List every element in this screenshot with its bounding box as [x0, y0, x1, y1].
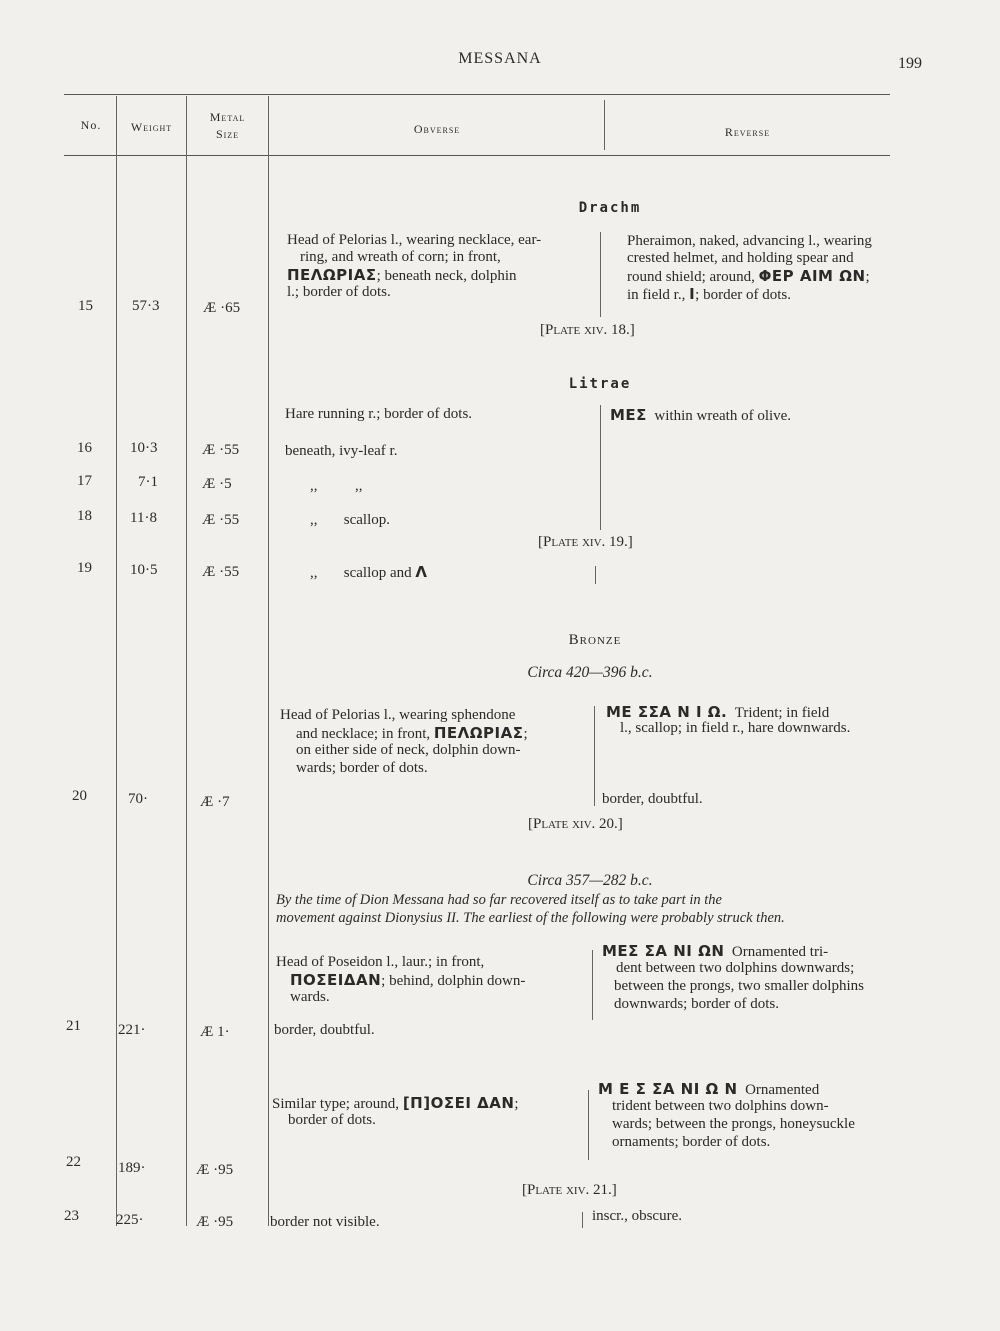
obverse-23: border not visible. [270, 1214, 380, 1230]
reverse-22-line1-text: Ornamented [745, 1082, 820, 1098]
date-circa-420: Circa 420—396 b.c. [527, 664, 653, 681]
reverse-21-line2: dent between two dolphins downwards; [616, 960, 855, 976]
obverse-19 [310, 563, 428, 582]
section-bronze: Bronze [568, 632, 622, 648]
plate-xiv-18: [Plate xiv. 18.] [540, 322, 635, 338]
row-16-weight: 10·3 [130, 440, 158, 456]
col-header-weight: Weight [130, 120, 173, 134]
section-litrae: Litrae [568, 376, 632, 392]
obverse-21-line3: wards. [290, 989, 330, 1005]
reverse-21-line1-text: Ornamented tri- [731, 944, 829, 960]
row-18-metal: Æ ·55 [202, 512, 240, 528]
col-divider-no [116, 96, 117, 1226]
reverse-15-line4-text: in field r., [627, 287, 686, 303]
obverse-15-legend: ΠΕΛΩΡΙΑΣ [287, 266, 377, 284]
row-22-no: 22 [66, 1154, 81, 1170]
reverse-16-text: within wreath of olive. [654, 408, 792, 424]
section-drachm: Drachm [578, 200, 642, 216]
reverse-21-legend: ΜΕΣ ΣΑ ΝΙ ΩΝ [602, 942, 725, 960]
row-21-no: 21 [66, 1018, 81, 1034]
col-header-reverse: Reverse [724, 125, 771, 139]
reverse-22-legend: Μ Ε Σ ΣΑ ΝΙ Ω Ν [598, 1080, 738, 1098]
row-15-weight: 57·3 [132, 298, 160, 314]
row-20-no: 20 [72, 788, 87, 804]
obverse-16-head: Hare running r.; border of dots. [285, 406, 473, 422]
obv-rev-divider-23 [582, 1212, 583, 1228]
col-header-metal: Metal [209, 110, 246, 124]
obverse-19-text: ,, scallop and [310, 565, 412, 581]
row-23-no: 23 [64, 1208, 79, 1224]
row-17-weight: 7·1 [138, 474, 158, 490]
row-23-weight: 225· [116, 1212, 144, 1228]
reverse-22-line3: wards; between the prongs, honeysuckle [612, 1116, 855, 1132]
date-circa-357: Circa 357—282 b.c. [527, 872, 653, 889]
row-16-no: 16 [77, 440, 92, 456]
reverse-15-line4-end: ; border of dots. [695, 287, 791, 303]
obverse-22-line1-end: ; [514, 1096, 519, 1112]
obverse-20-legend: ΠΕΛΩΡΙΑΣ [433, 724, 524, 742]
reverse-21-line1 [602, 942, 828, 961]
historical-note-line1: By the time of Dion Messana had so far recovered itself as to take part in the [276, 892, 722, 908]
reverse-15-line3 [627, 267, 870, 286]
col-divider-weight [186, 96, 187, 1226]
reverse-15-symbol: Ι [689, 285, 696, 303]
table-top-rule [64, 94, 890, 95]
col-divider-metal [268, 96, 269, 1226]
plate-xiv-20: [Plate xiv. 20.] [528, 816, 623, 832]
running-head: MESSANA [458, 50, 542, 67]
reverse-15-line4 [627, 285, 791, 304]
row-20-metal: Æ ·7 [200, 794, 230, 810]
col-header-size: Size [215, 127, 240, 141]
obverse-18: ,, scallop. [310, 512, 390, 528]
obverse-19-letter: Λ [415, 563, 428, 581]
obv-rev-divider-16 [600, 405, 601, 530]
obverse-21-line4: border, doubtful. [274, 1022, 375, 1038]
obverse-22-line1 [272, 1094, 519, 1113]
reverse-21-line3: between the prongs, two smaller dolphins [614, 978, 864, 994]
reverse-23: inscr., obscure. [592, 1208, 682, 1224]
row-22-metal: Æ ·95 [196, 1162, 234, 1178]
col-header-obverse: Obverse [413, 122, 461, 136]
reverse-20-legend: ΜΕ ΣΣΑ Ν Ι Ω. [606, 703, 728, 721]
obverse-15-line3 [287, 266, 517, 285]
historical-note-line2: movement against Dionysius II. The earliest of the following were probably struck then. [276, 910, 785, 926]
reverse-20-line3: border, doubtful. [602, 791, 703, 807]
obverse-20-line4: wards; border of dots. [296, 760, 428, 776]
obverse-20-line2-text: and necklace; in front, [296, 726, 431, 742]
row-18-weight: 11·8 [130, 510, 157, 526]
obverse-17: ,, ,, [310, 478, 363, 494]
reverse-15-line1: Pheraimon, naked, advancing l., wearing [627, 233, 872, 249]
plate-xiv-19: [Plate xiv. 19.] [538, 534, 633, 550]
page-number: 199 [898, 55, 922, 72]
row-19-metal: Æ ·55 [202, 564, 240, 580]
obv-rev-divider-19 [595, 566, 596, 584]
obverse-21-legend: ΠΟΣΕΙΔΑΝ [290, 971, 382, 989]
obverse-21-line1: Head of Poseidon l., laur.; in front, [276, 954, 485, 970]
obverse-15-line1: Head of Pelorias l., wearing necklace, ear- [287, 232, 542, 248]
obverse-20-line3: on either side of neck, dolphin down- [296, 742, 521, 758]
reverse-15-legend: ΦΕΡ ΑΙΜ ΩΝ [758, 267, 866, 285]
header-bottom-rule [64, 155, 890, 156]
reverse-15-line3-text: round shield; around, [627, 269, 755, 285]
obverse-21-line2 [290, 971, 525, 990]
row-18-no: 18 [77, 508, 92, 524]
reverse-16 [610, 406, 791, 425]
plate-xiv-21: [Plate xiv. 21.] [522, 1182, 617, 1198]
row-21-metal: Æ 1· [200, 1024, 230, 1040]
row-17-metal: Æ ·5 [202, 476, 232, 492]
obv-rev-divider-21 [592, 950, 593, 1020]
reverse-20-line2: l., scallop; in field r., hare downwards. [620, 720, 851, 736]
obverse-15-line4: l.; border of dots. [287, 284, 391, 300]
reverse-20-line1-text: Trident; in field [734, 705, 830, 721]
obv-rev-divider-20 [594, 706, 595, 806]
row-17-no: 17 [77, 473, 92, 489]
obv-rev-divider-22 [588, 1090, 589, 1160]
row-15-metal: Æ ·65 [203, 300, 241, 316]
obverse-20-line2-end: ; [523, 726, 528, 742]
reverse-22-line4: ornaments; border of dots. [612, 1134, 771, 1150]
reverse-16-legend: ΜΕΣ [610, 406, 647, 424]
row-19-no: 19 [77, 560, 92, 576]
col-header-no: No. [80, 118, 102, 132]
obverse-20-line2 [296, 724, 528, 743]
obverse-22-line1-text: Similar type; around, [272, 1096, 400, 1112]
obverse-22-line2: border of dots. [288, 1112, 376, 1128]
row-19-weight: 10·5 [130, 562, 158, 578]
row-21-weight: 221· [118, 1022, 146, 1038]
obverse-15-line3-text: ; beneath neck, dolphin [376, 268, 517, 284]
obverse-15-line2: ring, and wreath of corn; in front, [300, 249, 501, 265]
reverse-22-line1 [598, 1080, 819, 1099]
obverse-20-line1: Head of Pelorias l., wearing sphendone [280, 707, 516, 723]
reverse-21-line4: downwards; border of dots. [614, 996, 779, 1012]
row-23-metal: Æ ·95 [196, 1214, 234, 1230]
obverse-16: beneath, ivy-leaf r. [285, 443, 398, 459]
reverse-15-line3-end: ; [865, 269, 870, 285]
row-22-weight: 189· [118, 1160, 146, 1176]
obv-rev-divider-15 [600, 232, 601, 317]
obverse-21-line2-text: ; behind, dolphin down- [381, 973, 526, 989]
row-15-no: 15 [78, 298, 93, 314]
reverse-22-line2: trident between two dolphins down- [612, 1098, 829, 1114]
reverse-15-line2: crested helmet, and holding spear and [627, 250, 854, 266]
obverse-22-legend: [Π]ΟΣΕΙ ΔΑΝ [402, 1094, 515, 1112]
row-16-metal: Æ ·55 [202, 442, 240, 458]
row-20-weight: 70· [128, 791, 148, 807]
